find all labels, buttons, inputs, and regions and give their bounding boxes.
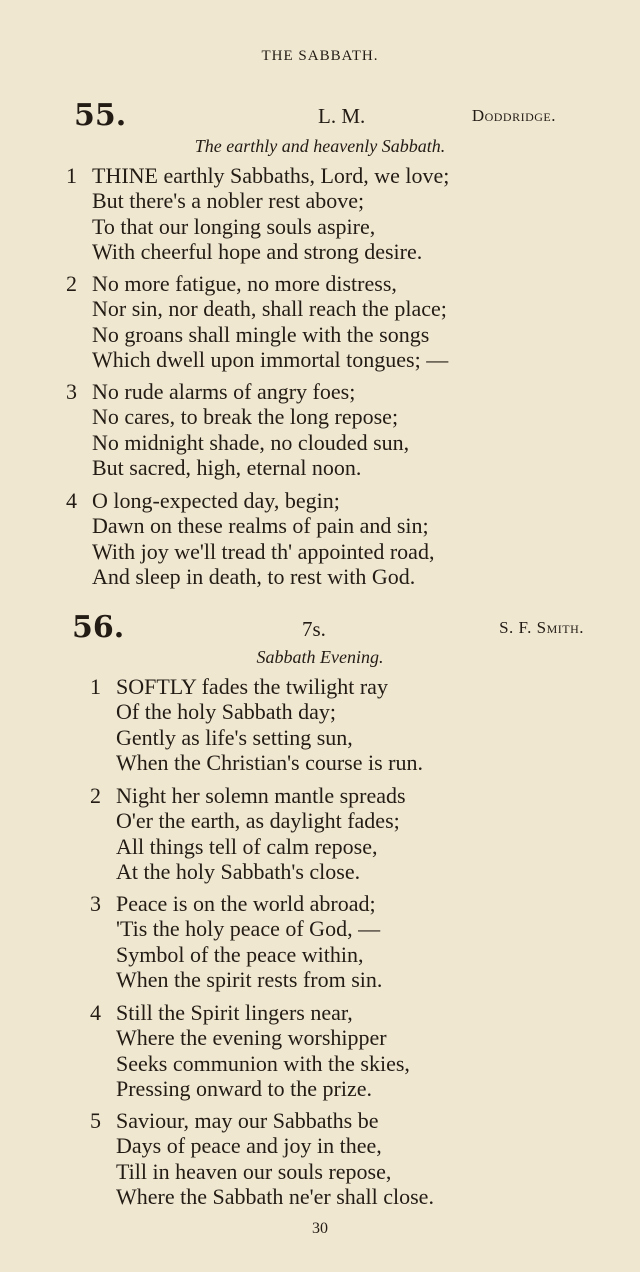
hymn-author: S. F. Smith. [499, 618, 584, 637]
verse-line: 'Tis the holy peace of God, — [116, 916, 381, 942]
verse [66, 163, 449, 264]
verse-line: But sacred, high, eternal noon. [92, 454, 362, 480]
verse-number: 1 [66, 163, 77, 188]
verse-line: Peace is on the world abroad; [116, 891, 376, 916]
verse-line: To that our longing souls aspire, [92, 213, 376, 239]
verse-line: SOFTLY fades the twilight ray [116, 674, 388, 699]
hymn-title: The earthly and heavenly Sabbath. [194, 136, 446, 156]
hymn-number: 55. [74, 98, 127, 133]
verse-line: But there's a nobler rest above; [92, 188, 365, 214]
verse-line: Seeks communion with the skies, [116, 1050, 410, 1076]
hymn-author: Doddridge. [471, 106, 556, 125]
verse-line: When the Christian's course is run. [116, 749, 424, 775]
verse-line: Night her solemn mantle spreads [116, 783, 406, 808]
verse-number: 2 [90, 783, 101, 808]
verse-line: Saviour, may our Sabbaths be [116, 1108, 379, 1133]
hymn-meter: 7s. [302, 617, 326, 641]
verse-number: 3 [66, 379, 77, 404]
verse [90, 1108, 434, 1209]
verse-line: O long-expected day, begin; [92, 488, 340, 513]
verse-line: With cheerful hope and strong desire. [92, 238, 423, 264]
verse [66, 379, 409, 480]
verse-number: 1 [90, 674, 101, 699]
verse-line: Of the holy Sabbath day; [116, 699, 336, 725]
hymn-meter: L. M. [318, 104, 366, 128]
verse-line: When the spirit rests from sin. [116, 966, 383, 992]
verse-line: Dawn on these realms of pain and sin; [92, 513, 429, 539]
verse-line: O'er the earth, as daylight fades; [116, 808, 400, 834]
verse-line: Symbol of the peace within, [116, 941, 364, 967]
verse-line: No cares, to break the long repose; [92, 404, 399, 430]
verse-line: Pressing onward to the prize. [116, 1075, 372, 1101]
verse-line: All things tell of calm repose, [116, 833, 378, 859]
verse-line: No rude alarms of angry foes; [92, 379, 356, 404]
page-number: 30 [312, 1220, 328, 1237]
running-head: THE SABBATH. [261, 48, 379, 64]
verse-number: 4 [90, 1000, 101, 1025]
verse-line: Where the Sabbath ne'er shall close. [116, 1183, 434, 1209]
verse [90, 783, 406, 884]
verse-line: With joy we'll tread th' appointed road, [92, 538, 435, 564]
verse-line: Still the Spirit lingers near, [116, 1000, 353, 1025]
verse-line: Days of peace and joy in thee, [116, 1133, 382, 1159]
verse-line: Nor sin, nor death, shall reach the place; [92, 296, 447, 322]
hymn-title: Sabbath Evening. [256, 647, 384, 667]
verse [90, 891, 382, 992]
verse-number: 3 [90, 891, 101, 916]
hymn-number: 56. [72, 610, 125, 645]
verse-number: 5 [90, 1108, 101, 1133]
verse-line: No more fatigue, no more distress, [92, 271, 397, 296]
verse [66, 271, 448, 372]
verse-line: Gently as life's setting sun, [116, 724, 353, 750]
verse-line: Which dwell upon immortal tongues; — [92, 346, 449, 372]
verse [66, 488, 434, 589]
verse [90, 1000, 410, 1101]
verse-line: THINE earthly Sabbaths, Lord, we love; [92, 163, 450, 188]
verse-line: No midnight shade, no clouded sun, [92, 429, 410, 455]
verse-line: No groans shall mingle with the songs [92, 321, 430, 347]
verse [90, 674, 423, 775]
verse-line: At the holy Sabbath's close. [116, 858, 361, 884]
verse-line: Where the evening worshipper [116, 1025, 387, 1051]
verse-number: 2 [66, 271, 77, 296]
verse-number: 4 [66, 488, 77, 513]
verse-line: Till in heaven our souls repose, [116, 1158, 392, 1184]
verse-line: And sleep in death, to rest with God. [92, 563, 416, 589]
